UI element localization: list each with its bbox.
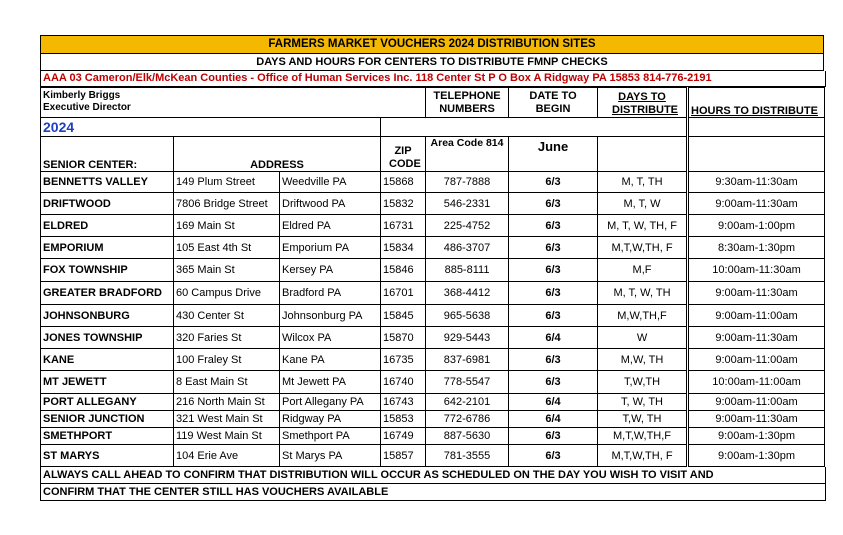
center-name: GREATER BRADFORD [41,282,174,305]
table-row [41,349,825,371]
distribution-days: M, T, TH [598,172,688,193]
center-name: FOX TOWNSHIP [41,259,174,282]
table-row [41,259,825,282]
street-address: 119 West Main St [174,428,280,445]
start-date: 6/4 [509,394,598,411]
zip-code: 15846 [381,259,426,282]
street-address: 321 West Main St [174,411,280,428]
center-name: SMETHPORT [41,428,174,445]
zip-code: 16731 [381,215,426,237]
telephone-header: TELEPHONE NUMBERS [426,88,509,118]
city-state: Wilcox PA [280,327,381,349]
year-row-blank-hours [688,118,825,137]
center-name: ELDRED [41,215,174,237]
table-row [41,305,825,327]
table-row [41,172,825,193]
street-address: 7806 Bridge Street [174,193,280,215]
zip-code: 15870 [381,327,426,349]
distribution-days: M,T,W,TH, F [598,445,688,467]
zip-code: 15868 [381,172,426,193]
telephone-number: 929-5443 [426,327,509,349]
street-address: 216 North Main St [174,394,280,411]
distribution-days: M, T, W [598,193,688,215]
start-date: 6/3 [509,349,598,371]
footer-note-line2: CONFIRM THAT THE CENTER STILL HAS VOUCHERS AVAILABLE [40,484,826,501]
street-address: 169 Main St [174,215,280,237]
distribution-hours: 10:00am-11:30am [688,259,825,282]
sheet-title: FARMERS MARKET VOUCHERS 2024 DISTRIBUTION SITES [40,35,824,54]
distribution-hours: 9:00am-11:30am [688,327,825,349]
distribution-days: M,W,TH,F [598,305,688,327]
sites-table [40,87,825,467]
area-code-header: Area Code 814 [426,137,509,172]
distribution-hours: 9:00am-11:00am [688,349,825,371]
zip-code: 16749 [381,428,426,445]
distribution-days: M,T,W,TH, F [598,237,688,259]
telephone-number: 546-2331 [426,193,509,215]
table-row [41,193,825,215]
city-state: Bradford PA [280,282,381,305]
table-row [41,215,825,237]
city-state: St Marys PA [280,445,381,467]
city-state: Johnsonburg PA [280,305,381,327]
table-row [41,411,825,428]
zip-code: 16701 [381,282,426,305]
city-state: Port Allegany PA [280,394,381,411]
start-date: 6/3 [509,259,598,282]
agency-info: AAA 03 Cameron/Elk/McKean Counties - Office of Human Services Inc. 118 Center St P O Box A Ridgway PA 15853 814-776-2191 [40,71,826,87]
zip-code: 15845 [381,305,426,327]
header-row-bottom [41,137,825,172]
center-name: JONES TOWNSHIP [41,327,174,349]
distribution-hours: 9:00am-11:30am [688,282,825,305]
distribution-days: T,W, TH [598,411,688,428]
street-address: 60 Campus Drive [174,282,280,305]
distribution-days: T,W,TH [598,371,688,394]
table-row [41,371,825,394]
zip-code: 15857 [381,445,426,467]
street-address: 149 Plum Street [174,172,280,193]
distribution-hours: 10:00am-11:00am [688,371,825,394]
days-header: DAYS TO DISTRIBUTE [598,88,688,118]
zip-code: 15834 [381,237,426,259]
distribution-days: M, T, W, TH [598,282,688,305]
distribution-sheet [40,35,824,501]
distribution-hours: 9:00am-11:30am [688,193,825,215]
street-address: 430 Center St [174,305,280,327]
telephone-number: 787-7888 [426,172,509,193]
sheet-subtitle: DAYS AND HOURS FOR CENTERS TO DISTRIBUTE FMNP CHECKS [40,54,824,71]
distribution-hours: 8:30am-1:30pm [688,237,825,259]
hours-header: HOURS TO DISTRIBUTE [688,88,825,118]
zip-code: 15832 [381,193,426,215]
city-state: Driftwood PA [280,193,381,215]
distribution-days: M,T,W,TH,F [598,428,688,445]
distribution-hours: 9:00am-1:30pm [688,428,825,445]
distribution-days: M, T, W, TH, F [598,215,688,237]
start-date: 6/3 [509,237,598,259]
address-header: ADDRESS [174,137,381,172]
center-name: BENNETTS VALLEY [41,172,174,193]
telephone-number: 965-5638 [426,305,509,327]
month-header: June [509,137,598,172]
year-row [41,118,825,137]
director-name: Kimberly Briggs [43,90,121,101]
table-row [41,282,825,305]
center-name: EMPORIUM [41,237,174,259]
city-state: Emporium PA [280,237,381,259]
start-date: 6/3 [509,172,598,193]
city-state: Kersey PA [280,259,381,282]
distribution-days: W [598,327,688,349]
telephone-number: 778-5547 [426,371,509,394]
street-address: 100 Fraley St [174,349,280,371]
header-row-top [41,88,825,118]
start-date: 6/3 [509,193,598,215]
center-name: DRIFTWOOD [41,193,174,215]
telephone-number: 486-3707 [426,237,509,259]
table-row [41,394,825,411]
telephone-number: 781-3555 [426,445,509,467]
start-date: 6/3 [509,282,598,305]
distribution-days: T, W, TH [598,394,688,411]
center-name: KANE [41,349,174,371]
year-row-blank [381,118,688,137]
center-name: ST MARYS [41,445,174,467]
distribution-hours: 9:00am-1:30pm [688,445,825,467]
start-date: 6/3 [509,215,598,237]
street-address: 104 Erie Ave [174,445,280,467]
start-date: 6/3 [509,371,598,394]
start-date: 6/4 [509,327,598,349]
header-blank-hours [688,137,825,172]
telephone-number: 368-4412 [426,282,509,305]
distribution-hours: 9:00am-1:00pm [688,215,825,237]
city-state: Weedville PA [280,172,381,193]
zip-code: 16743 [381,394,426,411]
zip-code: 15853 [381,411,426,428]
distribution-days: M,F [598,259,688,282]
telephone-number: 772-6786 [426,411,509,428]
city-state: Mt Jewett PA [280,371,381,394]
street-address: 365 Main St [174,259,280,282]
telephone-number: 887-5630 [426,428,509,445]
telephone-number: 642-2101 [426,394,509,411]
city-state: Kane PA [280,349,381,371]
table-row [41,327,825,349]
center-name: SENIOR JUNCTION [41,411,174,428]
telephone-number: 885-8111 [426,259,509,282]
zip-header: ZIP CODE [381,137,426,172]
city-state: Ridgway PA [280,411,381,428]
footer-note-line1: ALWAYS CALL AHEAD TO CONFIRM THAT DISTRIBUTION WILL OCCUR AS SCHEDULED ON THE DAY YOU WISH TO VISIT AND [40,467,826,484]
street-address: 105 East 4th St [174,237,280,259]
year-label: 2024 [41,118,381,137]
date-header: DATE TO BEGIN [509,88,598,118]
header-blank-days [598,137,688,172]
distribution-hours: 9:00am-11:00am [688,305,825,327]
director-cell [41,88,426,118]
distribution-days: M,W, TH [598,349,688,371]
city-state: Smethport PA [280,428,381,445]
table-row [41,428,825,445]
table-row [41,237,825,259]
street-address: 320 Faries St [174,327,280,349]
senior-center-header: SENIOR CENTER: [41,137,174,172]
telephone-number: 225-4752 [426,215,509,237]
start-date: 6/4 [509,411,598,428]
distribution-hours: 9:00am-11:00am [688,394,825,411]
center-name: PORT ALLEGANY [41,394,174,411]
start-date: 6/3 [509,428,598,445]
street-address: 8 East Main St [174,371,280,394]
director-title: Executive Director [43,102,131,113]
distribution-hours: 9:00am-11:30am [688,411,825,428]
start-date: 6/3 [509,445,598,467]
zip-code: 16735 [381,349,426,371]
telephone-number: 837-6981 [426,349,509,371]
center-name: JOHNSONBURG [41,305,174,327]
city-state: Eldred PA [280,215,381,237]
center-name: MT JEWETT [41,371,174,394]
start-date: 6/3 [509,305,598,327]
distribution-hours: 9:30am-11:30am [688,172,825,193]
zip-code: 16740 [381,371,426,394]
table-row [41,445,825,467]
